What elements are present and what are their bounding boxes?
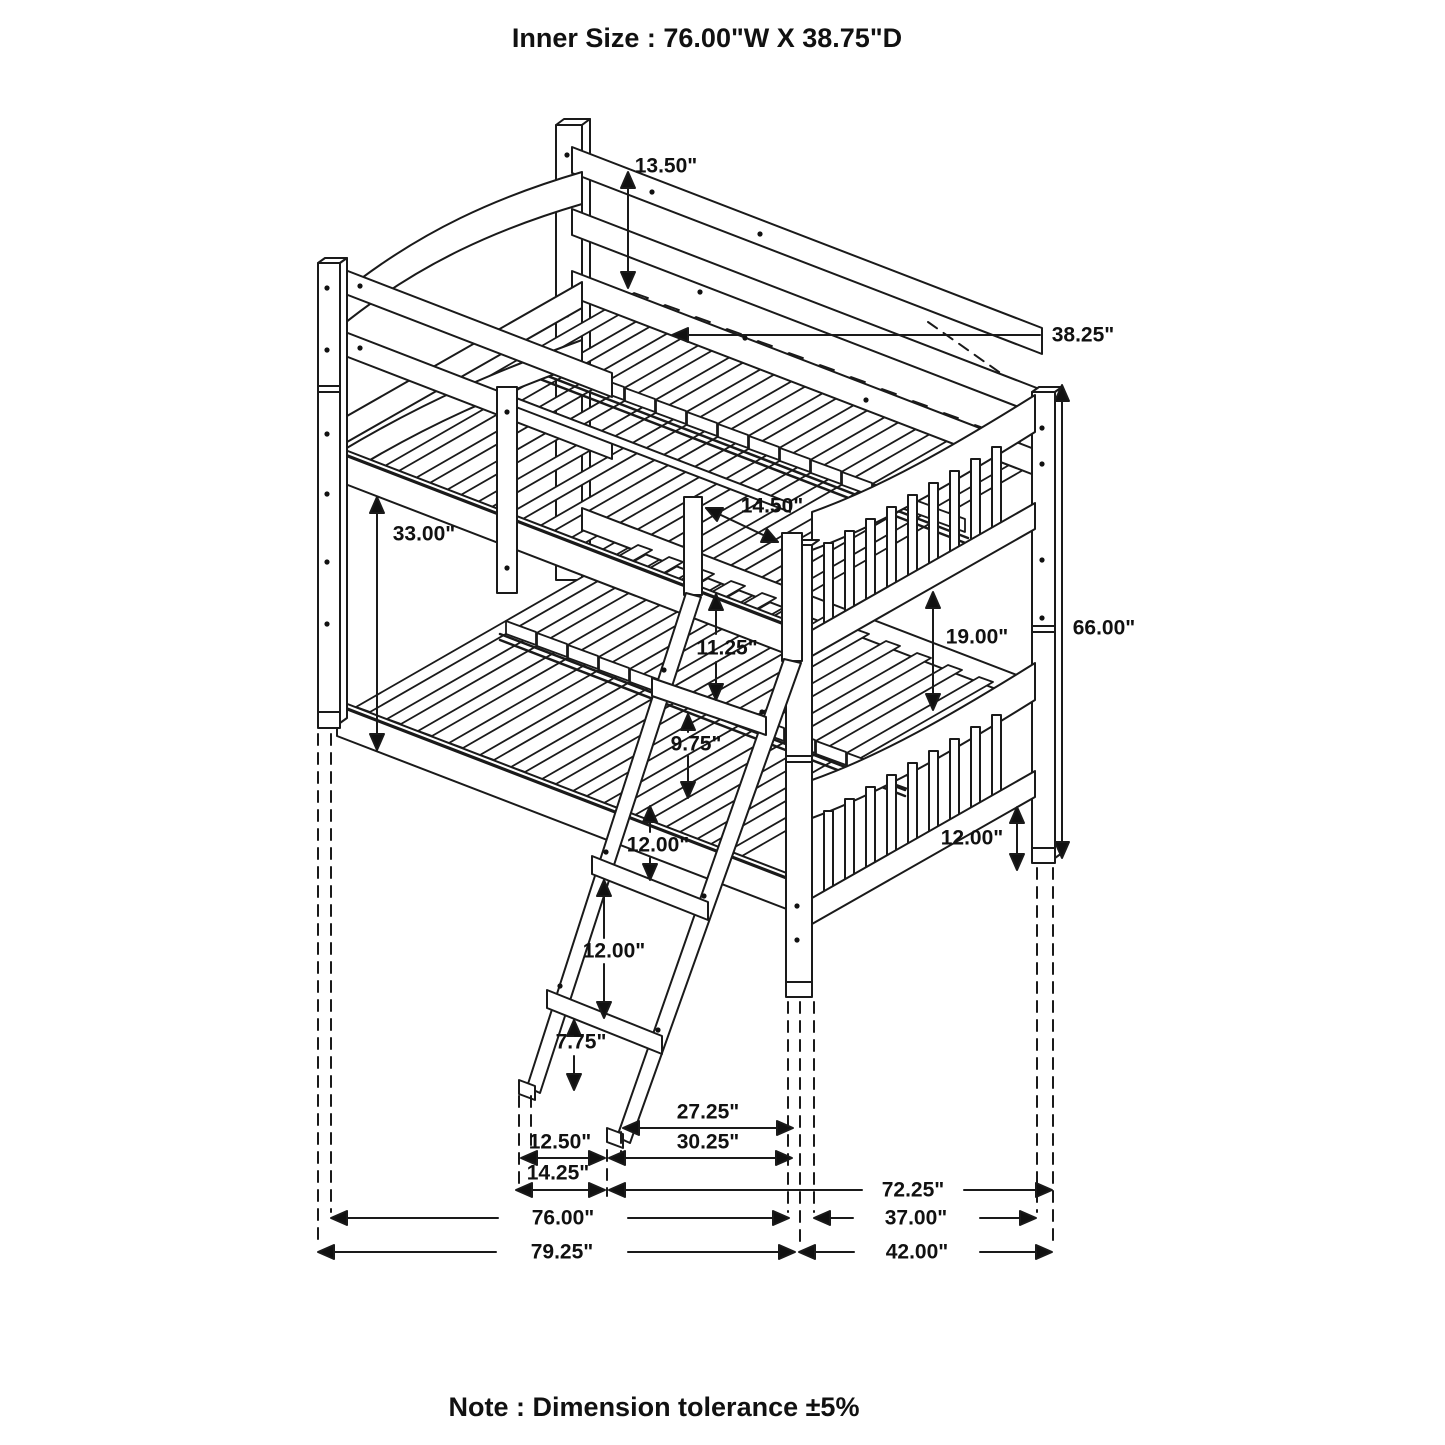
- dim-66-00-label: 66.00": [1072, 616, 1136, 640]
- dim-12-00-upper-label: 12.00": [626, 833, 690, 857]
- dim-72-25-label: 72.25": [881, 1178, 945, 1202]
- page-title: Inner Size : 76.00"W X 38.75"D: [511, 23, 903, 53]
- dim-38-25-label: 38.25": [1051, 323, 1115, 347]
- dim-42-00-label: 42.00": [885, 1240, 949, 1264]
- dim-7-75-label: 7.75": [555, 1030, 607, 1054]
- dim-9-75-label: 9.75": [670, 732, 722, 756]
- dim-14-25-label: 14.25": [526, 1161, 590, 1185]
- bed-line-art: [318, 119, 1069, 1259]
- dim-30-25-label: 30.25": [676, 1130, 740, 1154]
- tolerance-note: Note : Dimension tolerance ±5%: [448, 1392, 860, 1422]
- ladder-right-upright: [782, 533, 802, 661]
- guard-rail-post: [497, 387, 517, 593]
- dim-79-25-label: 79.25": [530, 1240, 594, 1264]
- dim-13-50-label: 13.50": [634, 154, 698, 178]
- dim-76-00-label: 76.00": [531, 1206, 595, 1230]
- dim-12-00-lower-label: 12.00": [582, 939, 646, 963]
- dim-33-00-label: 33.00": [392, 522, 456, 546]
- dim-14-50-label: 14.50": [740, 494, 804, 518]
- dim-12-00-right-label: 12.00": [940, 826, 1004, 850]
- dim-27-25-label: 27.25": [676, 1100, 740, 1124]
- dim-11-25-label: 11.25": [696, 636, 758, 660]
- front-left-post: [318, 258, 347, 728]
- dim-12-50-label: 12.50": [528, 1130, 592, 1154]
- ladder-left-upright: [684, 497, 702, 595]
- rear-right-post: [1032, 387, 1062, 863]
- dim-37-00-label: 37.00": [884, 1206, 948, 1230]
- rear-guard-rails: [572, 147, 1042, 478]
- dim-19-00-label: 19.00": [945, 625, 1009, 649]
